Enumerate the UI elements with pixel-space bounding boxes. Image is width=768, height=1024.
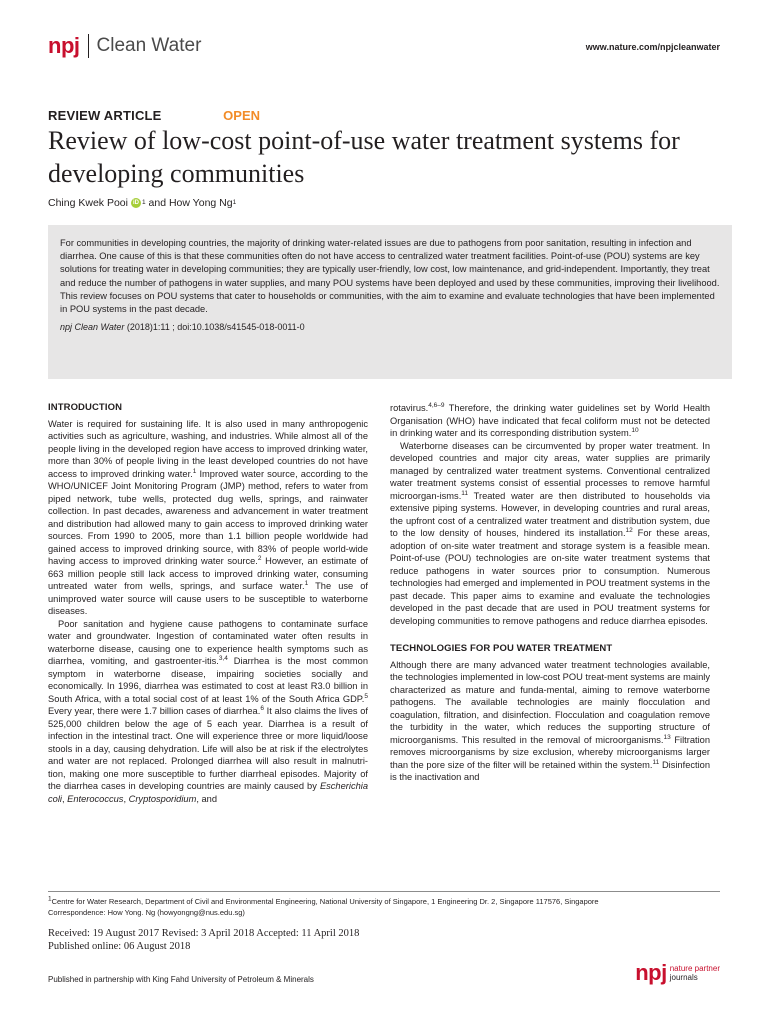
open-access-badge: OPEN (223, 108, 261, 123)
article-type-label: REVIEW ARTICLE (48, 108, 162, 123)
author-separator: and (145, 197, 169, 209)
abstract-box (48, 225, 732, 379)
received-dates: Received: 19 August 2017 Revised: 3 April 2018 Accepted: 11 April 2018 (48, 928, 360, 939)
body-paragraph: Poor sanitation and hygiene cause pathogens to contaminate surface water and groundwater. Ingestion of contaminated water often results in waterborne disease, causing one to experience health symptoms such as diarrhea, vomiting, and gastroenter-itis.$^{3,4}$ Diarrhea is the most common symptom in waterborne disease, impairing societies socially and economically. In 1996, diarrhea was estimated to cost at least R3.0 billion in South Africa, with a total social cost of at least 1% of the South Africa GDP.$^5$ Every year, there were 1.7 billion cases of diarrhea.$^6$ It also claims the lives of 525,000 children below the age of 5 each year. Diarrhea is a result of infection in the intestinal tract. One will experience three or more liquid/loose stools in a day, causing dehydration. Life will also be at risk if the electrolytes and water are not replaced. Prolonged diarrhea will also result in malnutri-tion, making one more susceptible to further diarrheal episodes. Majority of the diarrhea cases in developing countries are mainly caused by Escherichia coli, Enterococcus, Cryptosporidium, and (48, 618, 368, 804)
section-heading-introduction: INTRODUCTION (48, 402, 123, 413)
reference-link[interactable]: 6 (260, 704, 264, 712)
reference-link[interactable]: 13 (663, 733, 671, 741)
reference-link[interactable]: 2 (257, 554, 262, 562)
author-name[interactable]: How Yong Ng (168, 197, 233, 209)
reference-link[interactable]: 12 (625, 526, 633, 534)
body-paragraph: Although there are many advanced water treatment technologies available, the technologies implemented in low-cost POU treat-ment systems are mainly characterized as mature and funda-mental, aiming to remove waterborne pathogens. The available technologies are mainly flocculation and coagulation, filtration, and disinfection. Flocculation and coagulation remove the turbidity in the water, which reduces the supporting structure of microorganisms. This resulted in the removal of microorganisms.$^{13}$ Filtration removes microorganisms by size exclusion, whereby microorganisms larger than the pore size of the filter will be retained within the system.$^{11}$ Disinfection is the inactivation and (390, 659, 710, 782)
publication-dates (48, 927, 359, 953)
reference-link[interactable]: 4,6–9 (428, 401, 445, 409)
correspondence-text[interactable]: Correspondence: How Yong. Ng (howyongng@nus.edu.sg) (48, 908, 245, 917)
citation-doi[interactable]: (2018)1:11 ; doi:10.1038/s41545-018-0011-0 (124, 322, 305, 333)
author-list: Ching Kwek Pooi iD 1 and How Yong Ng 1 (48, 197, 237, 209)
journal-logo[interactable] (48, 32, 201, 60)
reference-link[interactable]: 3,4 (218, 654, 228, 662)
reference-link[interactable]: 11 (461, 489, 469, 497)
reference-link[interactable]: 11 (652, 758, 660, 766)
species-name: Enterococcus (67, 793, 124, 804)
citation-journal: npj Clean Water (60, 322, 125, 333)
body-column-right (390, 402, 710, 784)
section-gap (390, 627, 710, 643)
body-paragraph: rotavirus.$^{4,6-9}$ Therefore, the drinking water guidelines set by World Health Organisation (WHO) have indicated that fecal coliform must not be detected in drinking water and its corresponding distribution system.$^{10}$ (390, 401, 710, 438)
affiliation-footnote (48, 896, 728, 918)
body-paragraph: Water is required for sustaining life. It is also used in many anthropogenic activities such as agriculture, washing, and industries. While almost all of the people living in the developed region have access to improved drinking water, more than 30% of people living in the least developed countries do not have access to improved drinking water.$^1$ Improved water source, according to the WHO/UNICEF Joint Monitoring Program (JMP) method, refers to water from piped network, tube wells, protected dug wells, springs, and rainwater collection. In past decades, awareness and advancement in water treatment and distribution had allowed many to gain access to improved drinking water sources. From 1990 to 2005, more than 1.1 billion people worldwide had gained access to improved drinking source, with 83% of people world-wide having access to improved drinking water source.$^2$ However, an estimate of 663 million people still lack access to improved drinking water, consuming untreated water from wells, springs, and surface water.$^1$ The use of unimproved water source will cause users to be susceptible to waterborne diseases. (48, 418, 368, 616)
abstract-text: For communities in developing countries, the majority of drinking water-related issues are due to pathogens from poor sanitation, resulting in infection and diarrhea. One cause of this is that these communities often do not have access to centralized water treatment facilities. Point-of-use (POU) systems are key solutions for treating water in developing communities; they are typically user-friendly, low cost, low maintenance, and grid-independent. Importantly, they treat and reduce the number of pathogens in water supplies, and many POU systems have been deployed and used by these communities, improving their livelihood. This review focuses on POU systems that cater to households or communities, with the aim to examine and evaluate technologies that have been implemented in POU systems in the past decade. (60, 238, 720, 315)
reference-link[interactable]: 5 (364, 692, 368, 700)
logo-divider (88, 34, 89, 58)
author-name[interactable]: Ching Kwek Pooi (48, 197, 128, 209)
body-paragraph: Waterborne diseases can be circumvented by proper water treatment. In developed countries and major city areas, water supplies are primarily managed by centralized water treatment systems. Conventional centralized water treatment systems consist of essential processes to remove harmful microorgan-isms.$^{11}$ Treated water are then distributed to households via extensive piping systems. However, in developing countries and rural areas, the upfront cost of a centralized water treatment and distribution system, due to the low density of houses, hindered its installation.$^{12}$ For these areas, adoption of on-site water treatment and storage system is a feasible mean. Point-of-use (POU) technologies are on-site water treatment systems that reduce pathogens in water sources prior to consumption. Numerous technologies had emerged and implemented in POU treatment systems in the past decade. This paper aims to examine and evaluate the technologies developed in the past decade that are used in POU treatment systems for developing communities to remove pathogens and reduce diarrhea episodes. (390, 440, 710, 626)
section-heading-technologies: TECHNOLOGIES FOR POU WATER TREATMENT (390, 643, 613, 654)
orcid-icon[interactable]: iD (132, 200, 139, 206)
partner-logo-text: nature partner journals (669, 964, 720, 982)
reference-link[interactable]: 10 (631, 426, 639, 434)
species-name: Cryptosporidium (128, 793, 197, 804)
npj-logo-mark: npj (635, 960, 667, 985)
nature-partner-journals-logo[interactable] (635, 962, 720, 984)
reference-link[interactable]: 1 (192, 467, 197, 475)
affiliation-text: Centre for Water Research, Department of Civil and Environmental Engineering, National University of Singapore, 1 Engineering Dr. 2, Singapore 117576, Singapore (51, 897, 599, 906)
citation-line (60, 322, 720, 332)
body-column-left (48, 402, 368, 805)
journal-name: Clean Water (96, 35, 202, 56)
article-title: Review of low-cost point-of-use water treatment systems for developing communities (48, 126, 680, 188)
publisher-partnership-note: Published in partnership with King Fahd University of Petroleum & Minerals (48, 975, 314, 984)
published-date: Published online: 06 August 2018 (48, 941, 191, 952)
footnote-divider (48, 891, 720, 892)
article-label-row (48, 108, 260, 123)
journal-url-link[interactable]: www.nature.com/npjcleanwater (585, 42, 720, 52)
npj-logo-mark: npj (48, 33, 80, 58)
species-name: Escherichia coli (48, 781, 368, 804)
affiliation-marker: 1 (48, 895, 52, 903)
reference-link[interactable]: 1 (304, 579, 309, 587)
